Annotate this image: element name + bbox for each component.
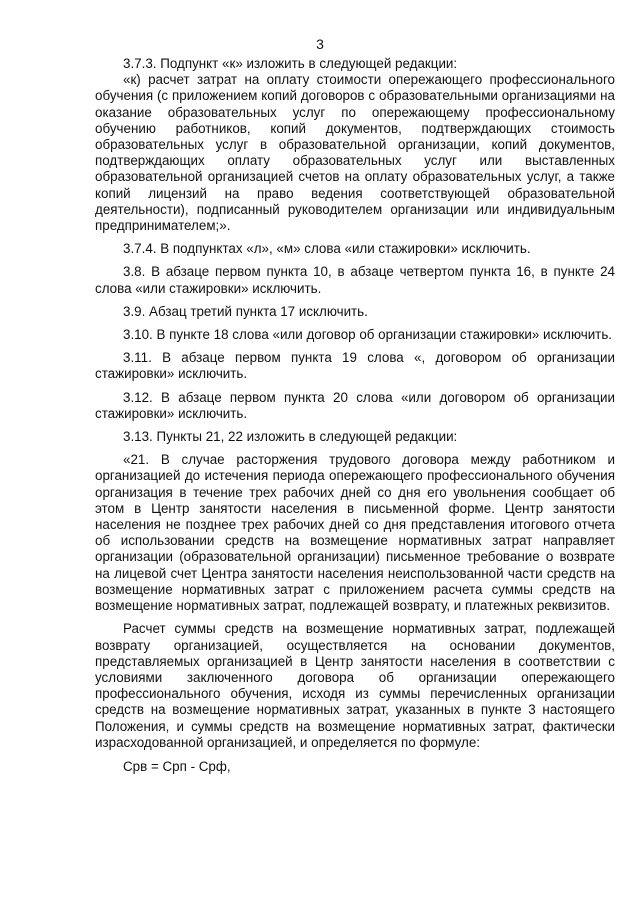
paragraph-3-8: 3.8. В абзаце первом пункта 10, в абзаце четвертом пункта 16, в пункте 24 слова «или стажировки» исключить. <box>95 264 615 296</box>
formula: Срв = Срп - Срф, <box>123 758 231 774</box>
paragraph-3-13: 3.13. Пункты 21, 22 изложить в следующей редакции: <box>123 429 458 445</box>
paragraph-3-9: 3.9. Абзац третий пункта 17 исключить. <box>123 303 368 319</box>
document-body <box>95 56 615 775</box>
paragraph-point-21: «21. В случае расторжения трудового договора между работником и организацией до истечения периода опережающего профессионального обучения организация в течение трех рабочих дней со дня его увольнения сообщает об этом в Центр занятости населения в письменной форме. Центр занятости населения не позднее трех рабочих дней со дня представления итогового отчета об использовании средств на возмещение нормативных затрат направляет организации (образовательной организации) письменное требование о возврате на лицевой счет Центра занятости населения неиспользованной части средств на возмещение нормативных затрат с приложением расчета суммы средств на возмещение нормативных затрат, подлежащей возврату, и платежных реквизитов. <box>95 452 615 614</box>
paragraph-subpoint-k: «к) расчет затрат на оплату стоимости опережающего профессионального обучения (с приложением копий договоров с образовательными организациями на оказание образовательных услуг по опережающему профессиональному обучению работников, копий документов, подтверждающих стоимость образовательных услуг в образовательной организации, копий документов, подтверждающих оплату образовательных услуг или выставленных образовательной организацией счетов на оплату образовательных услуг, а также копий лицензий на право ведения соответствующей образовательной деятельности), подписанный руководителем организации или индивидуальным предпринимателем;». <box>95 72 615 234</box>
paragraph-refund-calculation: Расчет суммы средств на возмещение нормативных затрат, подлежащей возврату организацией, осуществляется на основании документов, представляемых организацией в Центр занятости населения в соответствии с условиями заключенного договора об организации опережающего профессионального обучения, исходя из суммы перечисленных организации средств на возмещение нормативных затрат, указанных в пункте 3 настоящего Положения, и суммы средств на возмещение нормативных затрат, фактически израсходованной организацией, и определяется по формуле: <box>95 621 615 750</box>
paragraph-3-11: 3.11. В абзаце первом пункта 19 слова «, договором об организации стажировки» исключить. <box>95 350 615 382</box>
paragraph-3-7-3: 3.7.3. Подпункт «к» изложить в следующей редакции: <box>123 56 458 71</box>
paragraph-3-10: 3.10. В пункте 18 слова «или договор об организации стажировки» исключить. <box>123 327 613 343</box>
paragraph-3-7-4: 3.7.4. В подпунктах «л», «м» слова «или стажировки» исключить. <box>123 241 531 257</box>
page-number: 3 <box>316 36 324 52</box>
paragraph-3-12: 3.12. В абзаце первом пункта 20 слова «или договором об организации стажировки» исключить. <box>95 389 615 421</box>
